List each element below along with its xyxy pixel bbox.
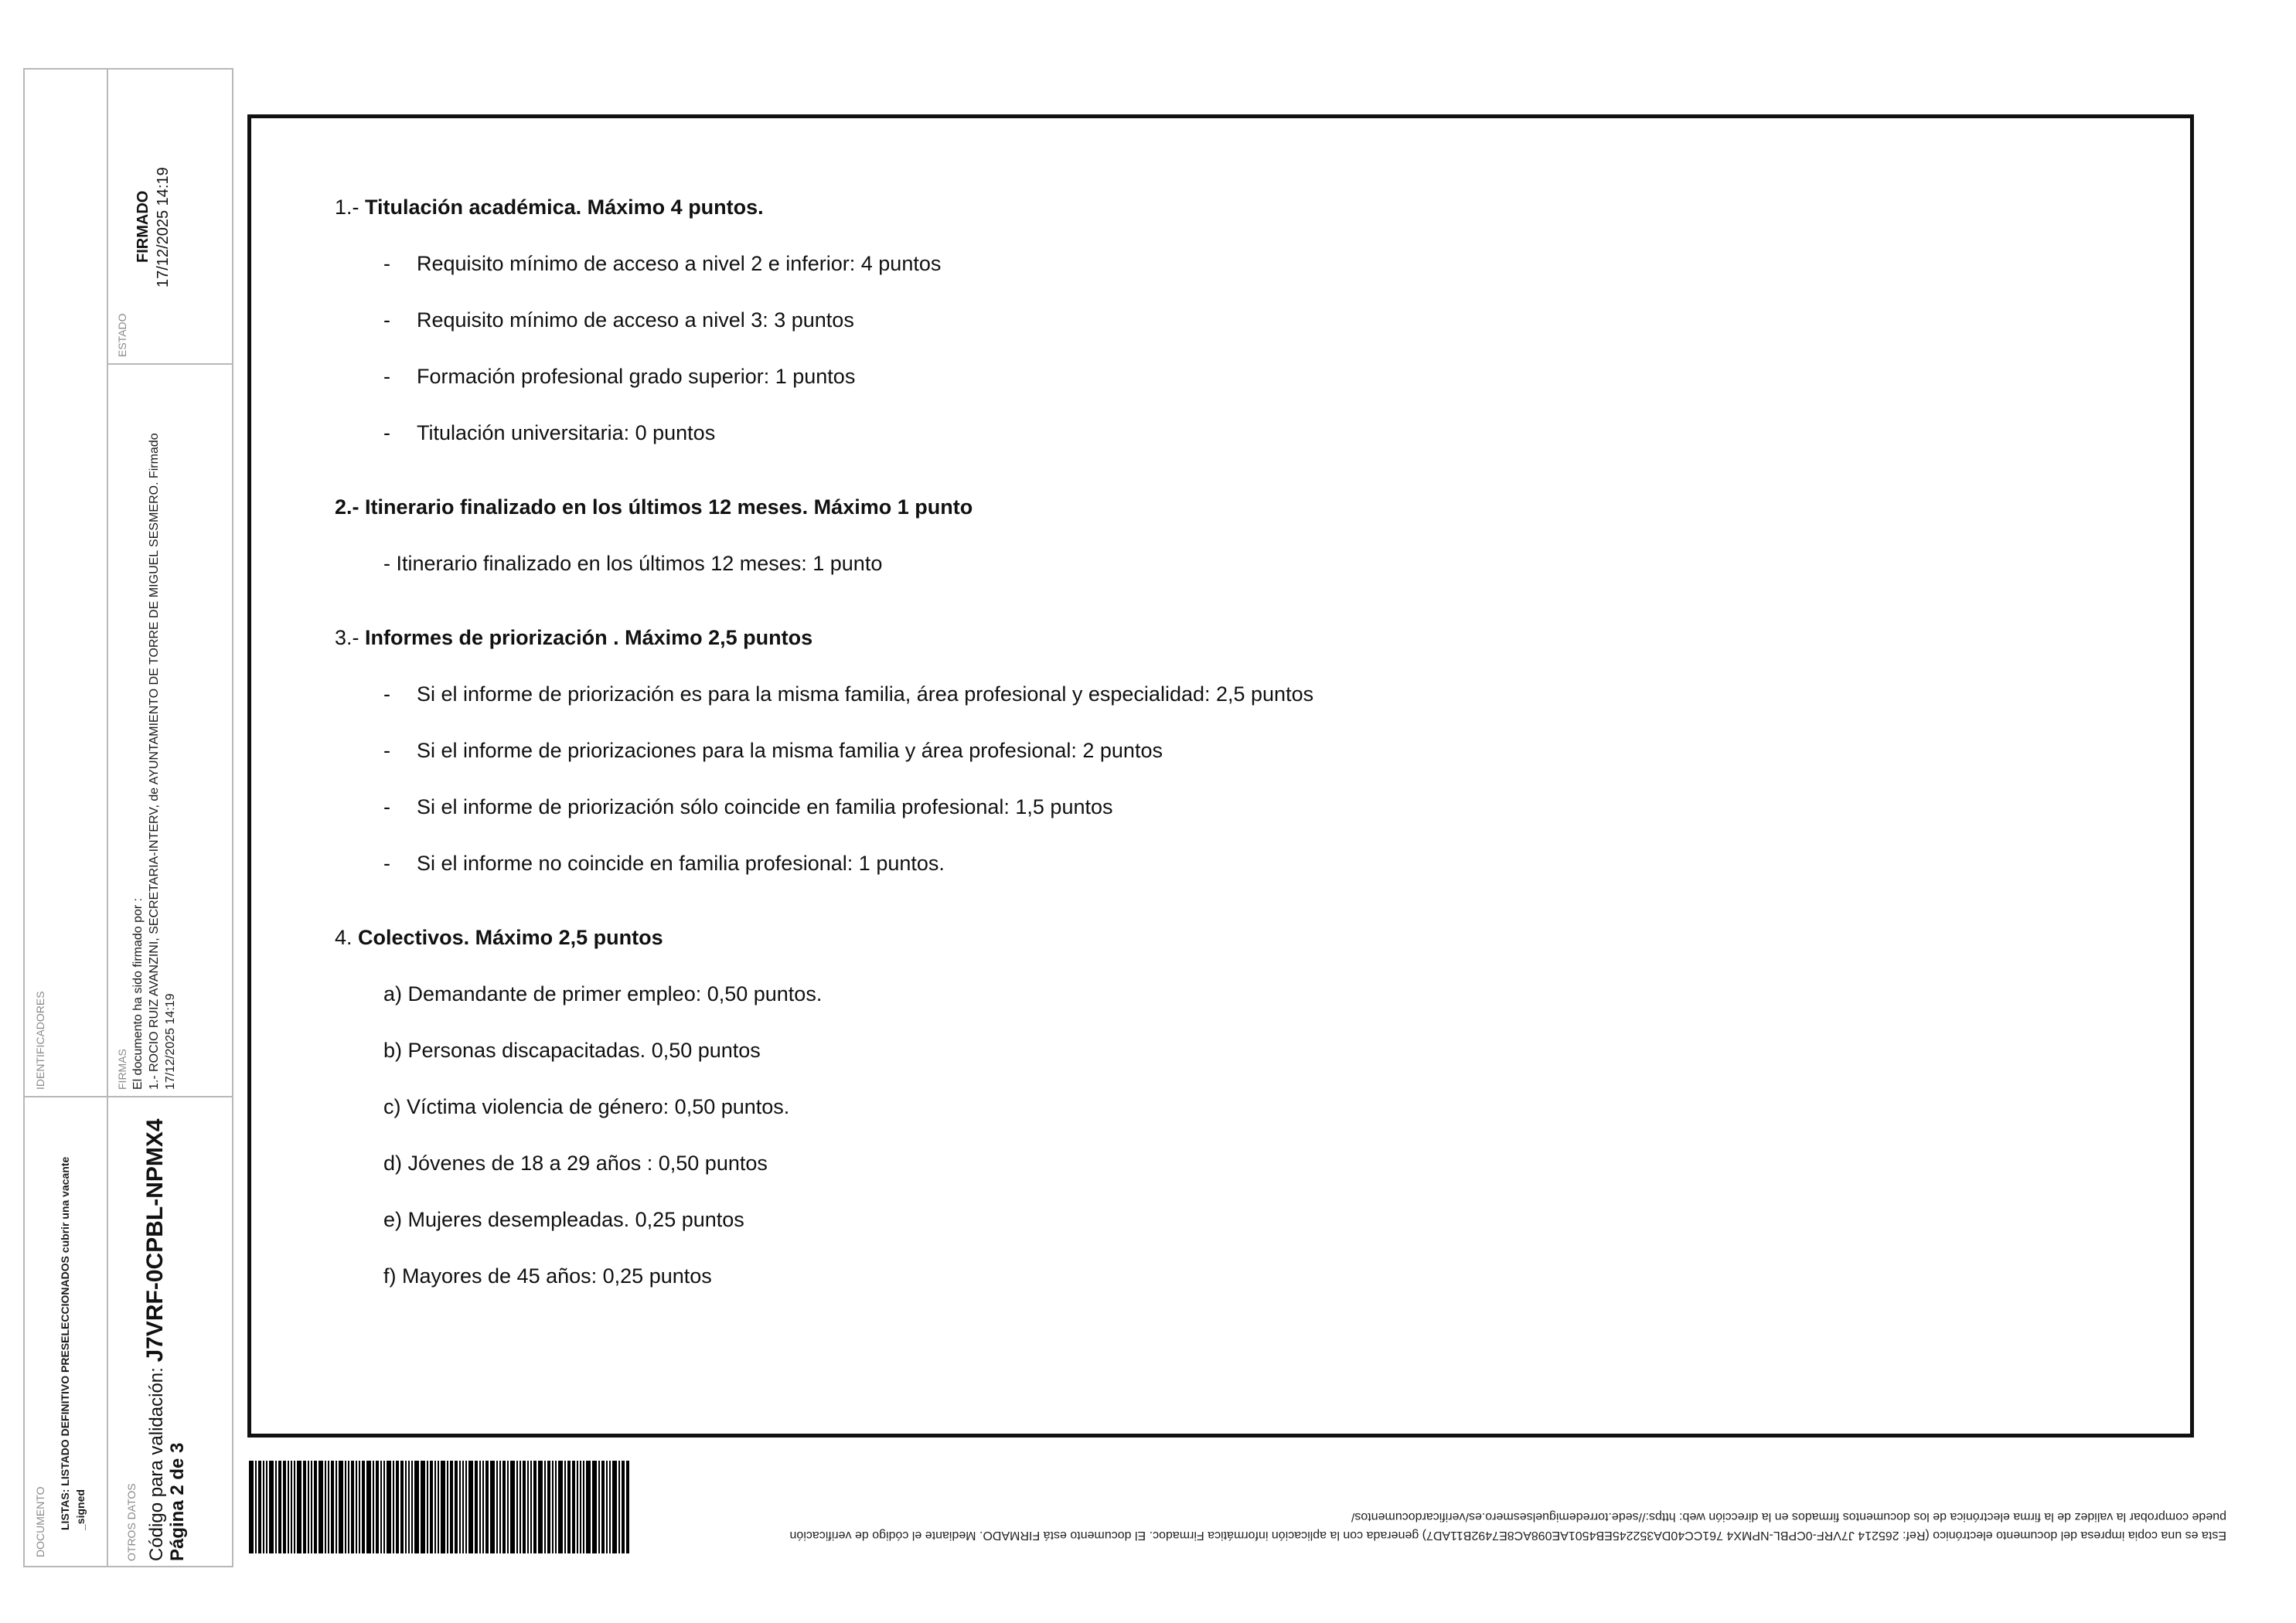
barcode-bar	[421, 1461, 425, 1553]
barcode-bar	[612, 1461, 617, 1553]
list-item-text: Titulación universitaria: 0 puntos	[417, 421, 716, 444]
barcode-bar	[328, 1461, 329, 1553]
barcode-bar	[527, 1461, 529, 1553]
barcode-bar	[580, 1461, 581, 1553]
barcode-bar	[572, 1461, 575, 1553]
documento-name: LISTAS: LISTADO DEFINITIVO PRESELECCIONADOS cubrir una vacante	[59, 1156, 71, 1530]
barcode-bar	[475, 1461, 478, 1553]
barcode-bar	[626, 1461, 629, 1553]
barcode-bar	[538, 1461, 543, 1553]
barcode-bar	[263, 1461, 264, 1553]
barcode-bar	[606, 1461, 608, 1553]
barcode-bar	[558, 1461, 563, 1553]
section-4-heading	[335, 926, 663, 950]
list-item-text: Si el informe no coincide en familia profesional: 1 puntos.	[417, 852, 945, 875]
barcode-bar	[297, 1461, 301, 1553]
legal-footer	[642, 1507, 2226, 1544]
barcode-bar	[609, 1461, 611, 1553]
barcode-bar	[278, 1461, 281, 1553]
barcode-bar	[275, 1461, 277, 1553]
section-number: 3.-	[335, 626, 359, 649]
barcode-bar	[552, 1461, 554, 1553]
barcode-bar	[396, 1461, 399, 1553]
barcode-bar	[592, 1461, 597, 1553]
barcode-bar	[441, 1461, 445, 1553]
section-3-heading	[335, 626, 812, 650]
page-number: Página 2 de 3	[167, 1442, 188, 1561]
bullet-dash: -	[383, 682, 390, 706]
section-title: Titulación académica. Máximo 4 puntos.	[365, 196, 764, 219]
section-2-heading: 2.- Itinerario finalizado en los últimos 12 meses. Máximo 1 punto	[335, 495, 973, 519]
barcode-bar	[499, 1461, 501, 1553]
barcode-bar	[345, 1461, 346, 1553]
barcode-bar	[411, 1461, 413, 1553]
barcode-bar	[450, 1461, 453, 1553]
list-item-text: Requisito mínimo de acceso a nivel 2 e inferior: 4 puntos	[417, 252, 942, 275]
list-item-text: Si el informe de priorización es para la misma familia, área profesional y especialidad: 2,5 puntos	[417, 682, 1314, 706]
barcode-bar	[383, 1461, 385, 1553]
barcode-bar	[339, 1461, 343, 1553]
barcode-bar	[351, 1461, 354, 1553]
barcode-bar	[577, 1461, 578, 1553]
barcode-bar	[414, 1461, 419, 1553]
strip-divider	[107, 70, 108, 1566]
list-item-text: Si el informe de priorización sólo coincide en familia profesional: 1,5 puntos	[417, 795, 1113, 818]
list-item: d) Jóvenes de 18 a 29 años : 0,50 puntos	[383, 1152, 768, 1175]
barcode-bar	[510, 1461, 515, 1553]
barcode-bar	[314, 1461, 317, 1553]
bullet-dash: -	[383, 739, 390, 762]
barcode-bar	[400, 1461, 404, 1553]
barcode-bar	[294, 1461, 295, 1553]
barcode-bar	[266, 1461, 267, 1553]
barcode-bar	[291, 1461, 292, 1553]
barcode-bar	[618, 1461, 620, 1553]
barcode-bar	[408, 1461, 410, 1553]
document-frame	[247, 114, 2194, 1438]
barcode-bar	[303, 1461, 306, 1553]
barcode-bar	[598, 1461, 600, 1553]
barcode-bar	[393, 1461, 394, 1553]
otros-datos-label: OTROS DATOS	[125, 1483, 138, 1561]
barcode-bar	[544, 1461, 546, 1553]
barcode-bar	[359, 1461, 360, 1553]
estado-date: 17/12/2025 14:19	[155, 167, 172, 288]
section-title: Colectivos. Máximo 2,5 puntos	[358, 926, 663, 949]
codigo-value: J7VRF-0CPBL-NPMX4	[142, 1118, 168, 1363]
estado-label: ESTADO	[116, 313, 128, 357]
section-1-heading	[335, 196, 764, 219]
barcode-bar	[601, 1461, 605, 1553]
barcode-bar	[427, 1461, 428, 1553]
legal-line-1: Esta es una copia impresa del documento electrónico (Ref: 265214 J7VRF-0CPBL-NPMX4 761CC40DA352245EB4501AE098AC8E7492B11AD7) generada con la aplicación informática Firmadoc. El documento está FIRMADO. Mediante el código de verificación	[789, 1529, 2226, 1542]
bullet-dash: -	[383, 852, 390, 875]
barcode-bar	[258, 1461, 261, 1553]
bullet-dash: -	[383, 795, 390, 818]
barcode-bar	[564, 1461, 566, 1553]
strip-divider	[25, 1096, 232, 1097]
barcode-bar	[336, 1461, 337, 1553]
identificadores-label: IDENTIFICADORES	[34, 991, 46, 1090]
barcode-bar	[490, 1461, 495, 1553]
barcode-bar	[586, 1461, 591, 1553]
barcode-bar	[455, 1461, 458, 1553]
list-item: c) Víctima violencia de género: 0,50 puntos.	[383, 1095, 790, 1118]
list-item: e) Mujeres desempleadas. 0,25 puntos	[383, 1208, 744, 1231]
barcode-bar	[376, 1461, 379, 1553]
list-item: b) Personas discapacitadas. 0,50 puntos	[383, 1039, 761, 1062]
barcode-bar	[308, 1461, 309, 1553]
barcode-bar	[434, 1461, 436, 1553]
bullet-dash: -	[383, 421, 390, 444]
barcode-bar	[533, 1461, 537, 1553]
barcode-bar	[319, 1461, 323, 1553]
barcode-bar	[325, 1461, 326, 1553]
barcode-bar	[507, 1461, 509, 1553]
section-number: 1.-	[335, 196, 359, 219]
barcode-bar	[567, 1461, 571, 1553]
barcode-bar	[348, 1461, 349, 1553]
barcode-bar	[356, 1461, 357, 1553]
section-number: 4.	[335, 926, 353, 949]
barcode-bar	[530, 1461, 532, 1553]
barcode-bar	[447, 1461, 448, 1553]
list-item: f) Mayores de 45 años: 0,25 puntos	[383, 1264, 712, 1288]
barcode-bar	[366, 1461, 371, 1553]
estado-value: FIRMADO	[135, 190, 152, 263]
documento-label: DOCUMENTO	[34, 1486, 46, 1557]
barcode-bar	[380, 1461, 382, 1553]
bullet-dash: -	[383, 365, 390, 388]
barcode-bar	[269, 1461, 274, 1553]
barcode-bar	[283, 1461, 286, 1553]
firmas-signer: 1.- ROCIO RUIZ AVANZINI, SECRETARIA-INTERV, de AYUNTAMIENTO DE TORRE DE MIGUEL SESMERO. Firmado	[148, 433, 161, 1090]
barcode-bar	[523, 1461, 526, 1553]
bullet-dash: -	[383, 308, 390, 332]
firmas-intro: El documento ha sido firmado por :	[131, 897, 145, 1090]
barcode-bar	[373, 1461, 374, 1553]
list-item: a) Demandante de primer empleo: 0,50 puntos.	[383, 982, 823, 1005]
barcode-bar	[387, 1461, 391, 1553]
barcode-bar	[622, 1461, 625, 1553]
barcode-bar	[519, 1461, 521, 1553]
barcode-bar	[502, 1461, 506, 1553]
codigo-prefix: Código para validación:	[146, 1367, 167, 1561]
firmas-label: FIRMAS	[116, 1049, 128, 1090]
barcode-bar	[438, 1461, 439, 1553]
validation-barcode	[249, 1461, 639, 1553]
barcode-bar	[468, 1461, 473, 1553]
barcode-bar	[311, 1461, 312, 1553]
barcode-bar	[482, 1461, 484, 1553]
barcode-bar	[555, 1461, 557, 1553]
barcode-bar	[430, 1461, 433, 1553]
barcode-bar	[288, 1461, 289, 1553]
strip-divider	[107, 363, 232, 365]
barcode-bar	[249, 1461, 254, 1553]
barcode-bar	[479, 1461, 481, 1553]
list-item-text: Requisito mínimo de acceso a nivel 3: 3 puntos	[417, 308, 854, 332]
barcode-bar	[583, 1461, 584, 1553]
section-title: Informes de priorización . Máximo 2,5 puntos	[365, 626, 813, 649]
list-item-text: Formación profesional grado superior: 1 puntos	[417, 365, 856, 388]
legal-line-2: puede comprobar la validez de la firma electrónica de los documentos firmados en la dirección web: https://sede.torredemiguelsesmero.es/verificardocumentos/	[1351, 1510, 2226, 1523]
barcode-bar	[459, 1461, 461, 1553]
barcode-bar	[465, 1461, 467, 1553]
barcode-bar	[405, 1461, 407, 1553]
bullet-dash: -	[383, 252, 390, 275]
barcode-bar	[547, 1461, 550, 1553]
barcode-bar	[362, 1461, 365, 1553]
validation-code	[142, 1118, 169, 1561]
barcode-bar	[516, 1461, 518, 1553]
barcode-bar	[462, 1461, 464, 1553]
barcode-bar	[496, 1461, 498, 1553]
document-side-strip	[23, 68, 233, 1567]
barcode-bar	[485, 1461, 489, 1553]
firmas-date: 17/12/2025 14:19	[164, 993, 177, 1090]
barcode-bar	[255, 1461, 257, 1553]
list-item: - Itinerario finalizado en los últimos 12 meses: 1 punto	[383, 552, 883, 575]
barcode-bar	[331, 1461, 334, 1553]
list-item-text: Si el informe de priorizaciones para la misma familia y área profesional: 2 puntos	[417, 739, 1163, 762]
documento-name-suffix: _signed	[74, 1489, 87, 1530]
